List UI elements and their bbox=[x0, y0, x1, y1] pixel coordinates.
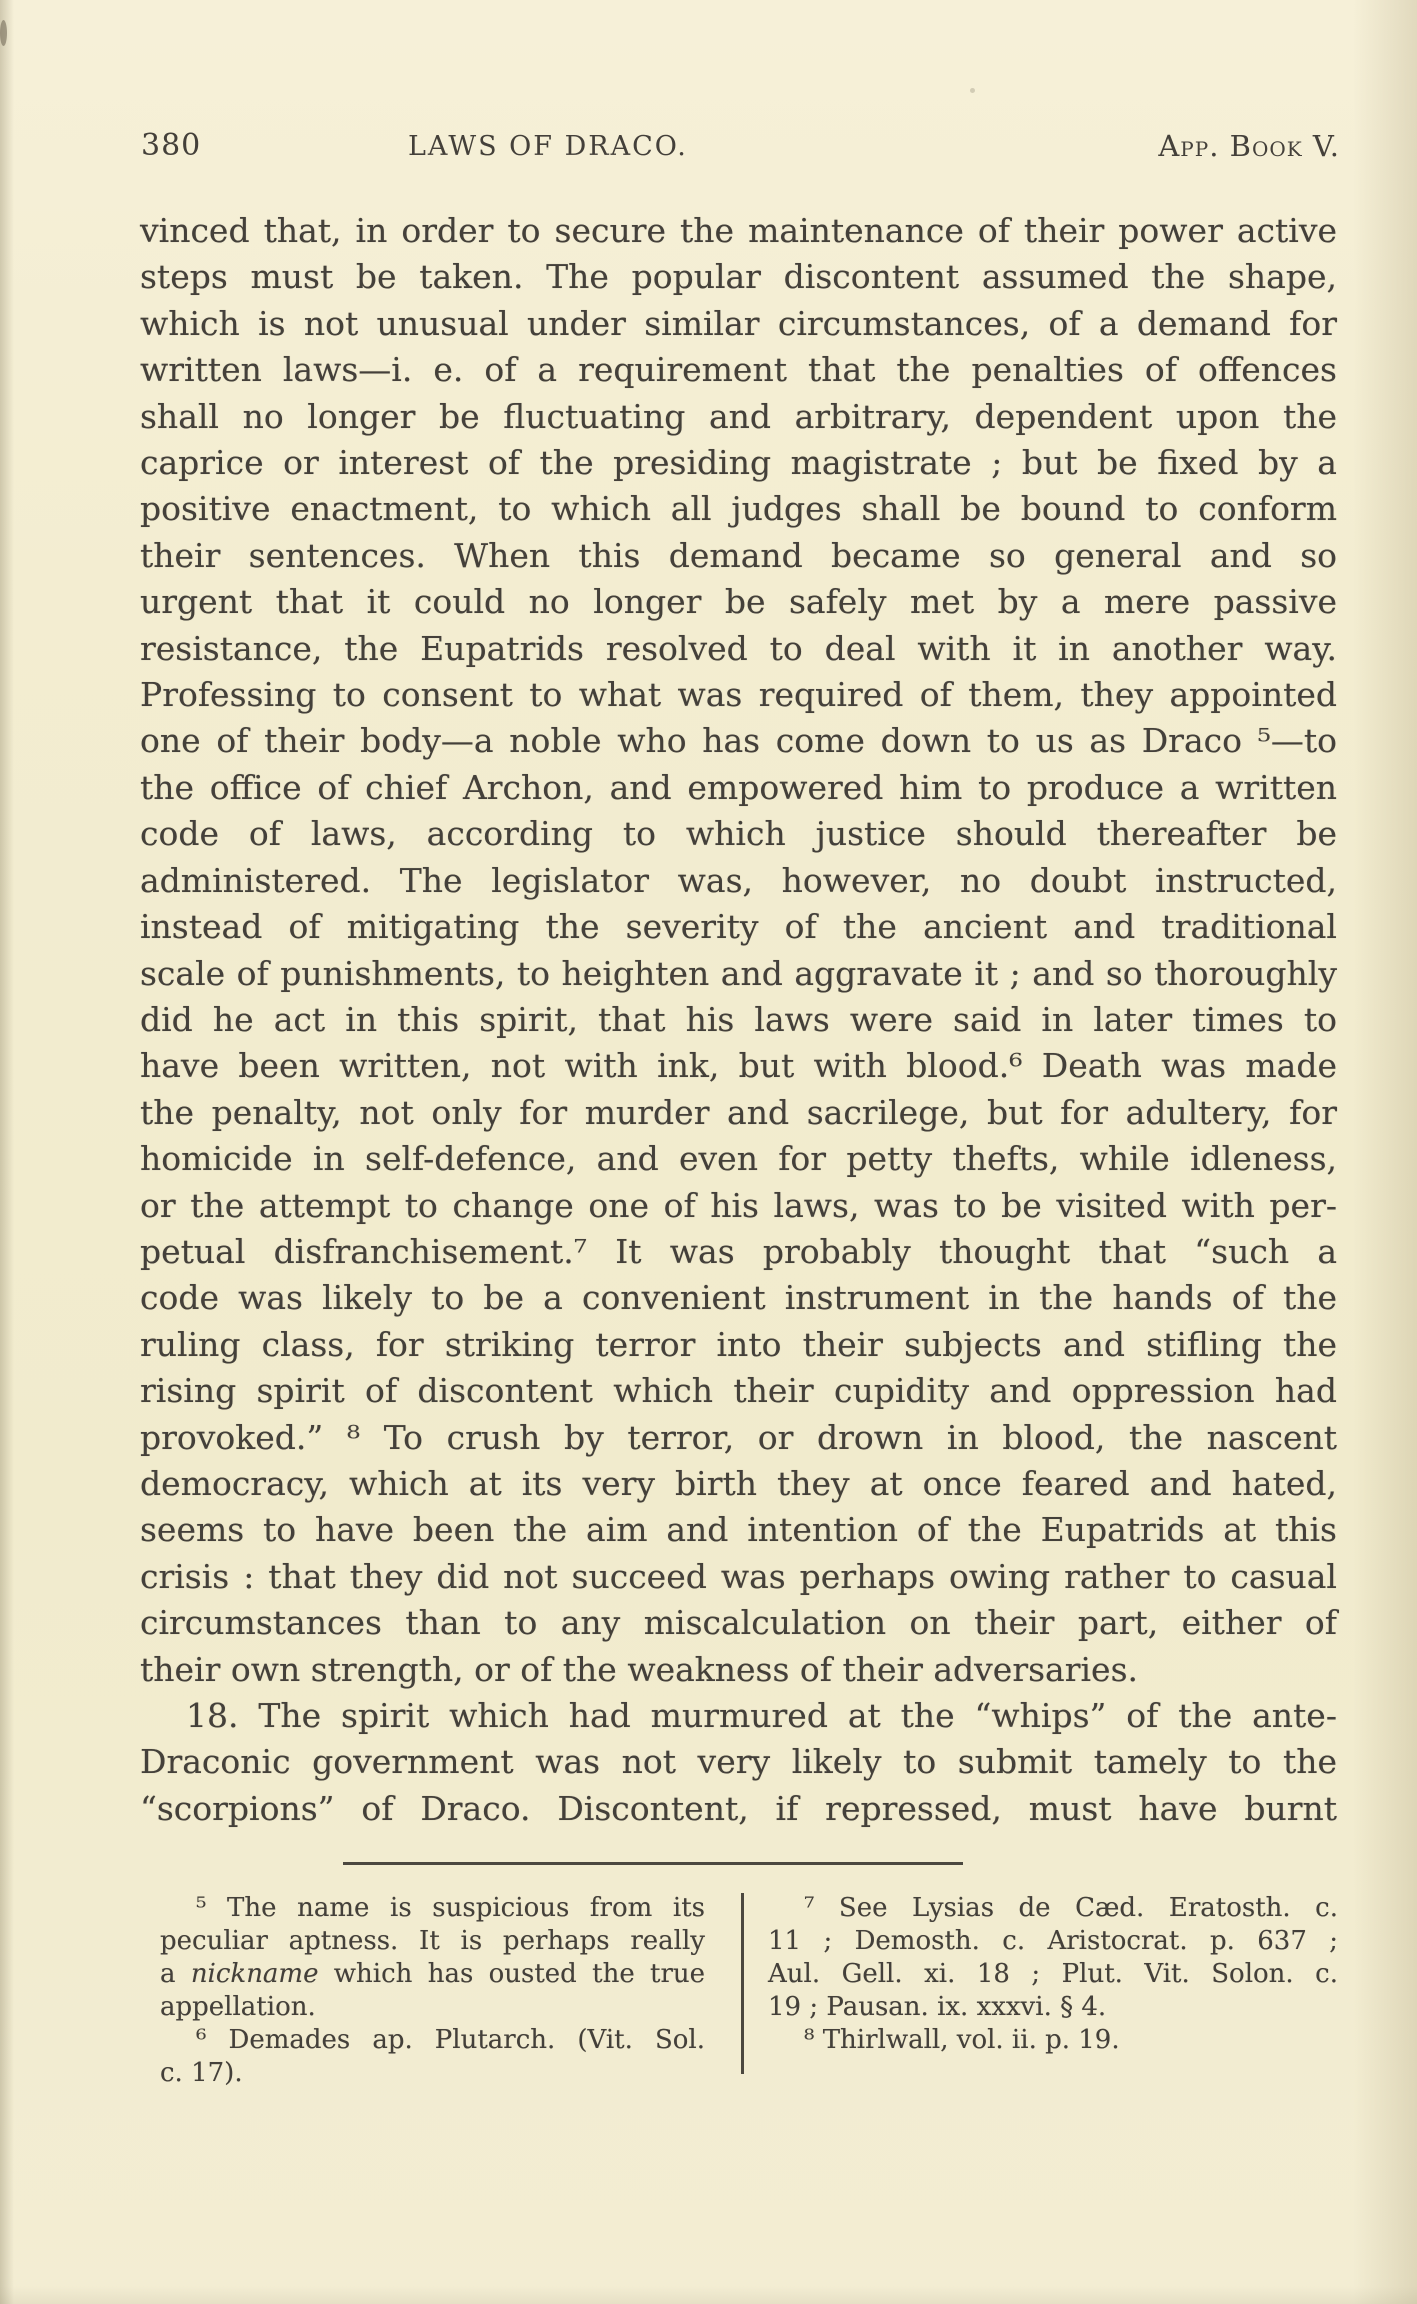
footnote-column-divider bbox=[741, 1893, 744, 2074]
text-line: “scorpions” of Draco. Discontent, if repressed, must have burnt bbox=[140, 1788, 1337, 1828]
running-title: LAWS OF DRACO. bbox=[408, 131, 688, 162]
running-section: App. Book V. bbox=[1158, 129, 1340, 163]
text-line: scale of punishments, to heighten and aggravate it ; and so thoroughly bbox=[140, 953, 1337, 993]
text-line: petual disfranchisement.⁷ It was probably thought that “such a bbox=[140, 1231, 1337, 1271]
footnote-8-line: ⁸ Thirlwall, vol. ii. p. 19. bbox=[804, 2025, 1120, 2055]
text-line: which is not unusual under similar circumstances, of a demand for bbox=[140, 303, 1337, 343]
text-line: ruling class, for striking terror into their subjects and stifling the bbox=[140, 1324, 1337, 1364]
page-number: 380 bbox=[141, 128, 202, 163]
text-line: one of their body—a noble who has come down to us as Draco ⁵—to bbox=[140, 721, 1337, 761]
text-line: steps must be taken. The popular discontent assumed the shape, bbox=[140, 257, 1337, 297]
footnote-5-line bbox=[160, 1958, 705, 1991]
text-line: shall no longer be fluctuating and arbitrary, dependent upon the bbox=[140, 396, 1337, 436]
scan-artifact bbox=[970, 88, 975, 93]
text-line: code of laws, according to which justice should thereafter be bbox=[140, 814, 1337, 854]
scan-artifact bbox=[0, 20, 7, 46]
scan-edge-shadow-right bbox=[1353, 0, 1417, 2304]
text-line: or the attempt to change one of his laws, was to be visited with per- bbox=[140, 1185, 1337, 1225]
text-line: circumstances than to any miscalculation on their part, either of bbox=[140, 1603, 1337, 1643]
text-line: instead of mitigating the severity of the ancient and traditional bbox=[140, 907, 1337, 947]
footnote-5-text: a bbox=[160, 1959, 191, 1989]
text-line: code was likely to be a convenient instrument in the hands of the bbox=[140, 1278, 1337, 1318]
footnote-7-line: 11 ; Demosth. c. Aristocrat. p. 637 ; bbox=[768, 1926, 1338, 1956]
text-line: provoked.” ⁸ To crush by terror, or drown in blood, the nascent bbox=[140, 1417, 1337, 1457]
text-line: the penalty, not only for murder and sacrilege, but for adultery, for bbox=[140, 1092, 1337, 1132]
text-line: their sentences. When this demand became so general and so bbox=[140, 535, 1337, 575]
footnote-7-line: 19 ; Pausan. ix. xxxvi. § 4. bbox=[768, 1992, 1107, 2022]
footnote-5-line: ⁵ The name is suspicious from its bbox=[196, 1893, 705, 1923]
text-line: crisis : that they did not succeed was perhaps owing rather to casual bbox=[140, 1556, 1337, 1596]
text-line-paragraph-18-start: 18. The spirit which had murmured at the “whips” of the ante- bbox=[186, 1696, 1337, 1735]
text-line: caprice or interest of the presiding magistrate ; but be fixed by a bbox=[140, 443, 1337, 483]
text-line: positive enactment, to which all judges shall be bound to conform bbox=[140, 489, 1337, 529]
text-line: resistance, the Eupatrids resolved to deal with it in another way. bbox=[140, 628, 1337, 668]
text-line: urgent that it could no longer be safely met by a mere passive bbox=[140, 582, 1337, 622]
text-line: did he act in this spirit, that his laws were said in later times to bbox=[140, 999, 1337, 1039]
footnote-5-line: appellation. bbox=[160, 1992, 316, 2022]
footnote-6-line: c. 17). bbox=[160, 2058, 243, 2088]
text-line: vinced that, in order to secure the maintenance of their power active bbox=[140, 211, 1337, 250]
text-line: the office of chief Archon, and empowered him to produce a written bbox=[140, 767, 1337, 807]
text-line: Professing to consent to what was required of them, they appointed bbox=[140, 675, 1337, 715]
scan-edge-shadow-bottom bbox=[0, 2286, 1417, 2304]
text-line: seems to have been the aim and intention of the Eupatrids at this bbox=[140, 1510, 1337, 1550]
footnote-7-line: ⁷ See Lysias de Cæd. Eratosth. c. bbox=[804, 1893, 1338, 1923]
footnote-separator-rule bbox=[343, 1862, 963, 1865]
text-line: democracy, which at its very birth they at once feared and hated, bbox=[140, 1463, 1337, 1503]
footnote-5-text: which has ousted the true bbox=[318, 1959, 706, 1989]
footnote-7-line: Aul. Gell. xi. 18 ; Plut. Vit. Solon. c. bbox=[768, 1959, 1338, 1989]
text-line: Draconic government was not very likely to submit tamely to the bbox=[140, 1742, 1337, 1782]
body-text bbox=[140, 208, 1337, 1832]
text-line: their own strength, or of the weakness of their adversaries. bbox=[140, 1649, 1138, 1689]
footnote-column-left bbox=[160, 1892, 705, 2090]
paragraph-1 bbox=[140, 208, 1337, 1647]
footnote-5-line: peculiar aptness. It is perhaps really bbox=[160, 1926, 705, 1956]
text-line: written laws—i. e. of a requirement that the penalties of offences bbox=[140, 350, 1337, 390]
footnote-5-italic-word: nickname bbox=[190, 1959, 319, 1989]
footnote-column-right bbox=[768, 1892, 1338, 2057]
text-line: homicide in self-defence, and even for petty thefts, while idleness, bbox=[140, 1139, 1337, 1179]
text-line: rising spirit of discontent which their cupidity and oppression had bbox=[140, 1371, 1337, 1411]
scan-edge-shadow-left bbox=[0, 0, 14, 2304]
text-line: have been written, not with ink, but with blood.⁶ Death was made bbox=[140, 1046, 1337, 1086]
text-line: administered. The legislator was, however, no doubt instructed, bbox=[140, 860, 1337, 900]
footnote-6-line: ⁶ Demades ap. Plutarch. (Vit. Sol. bbox=[196, 2025, 705, 2055]
